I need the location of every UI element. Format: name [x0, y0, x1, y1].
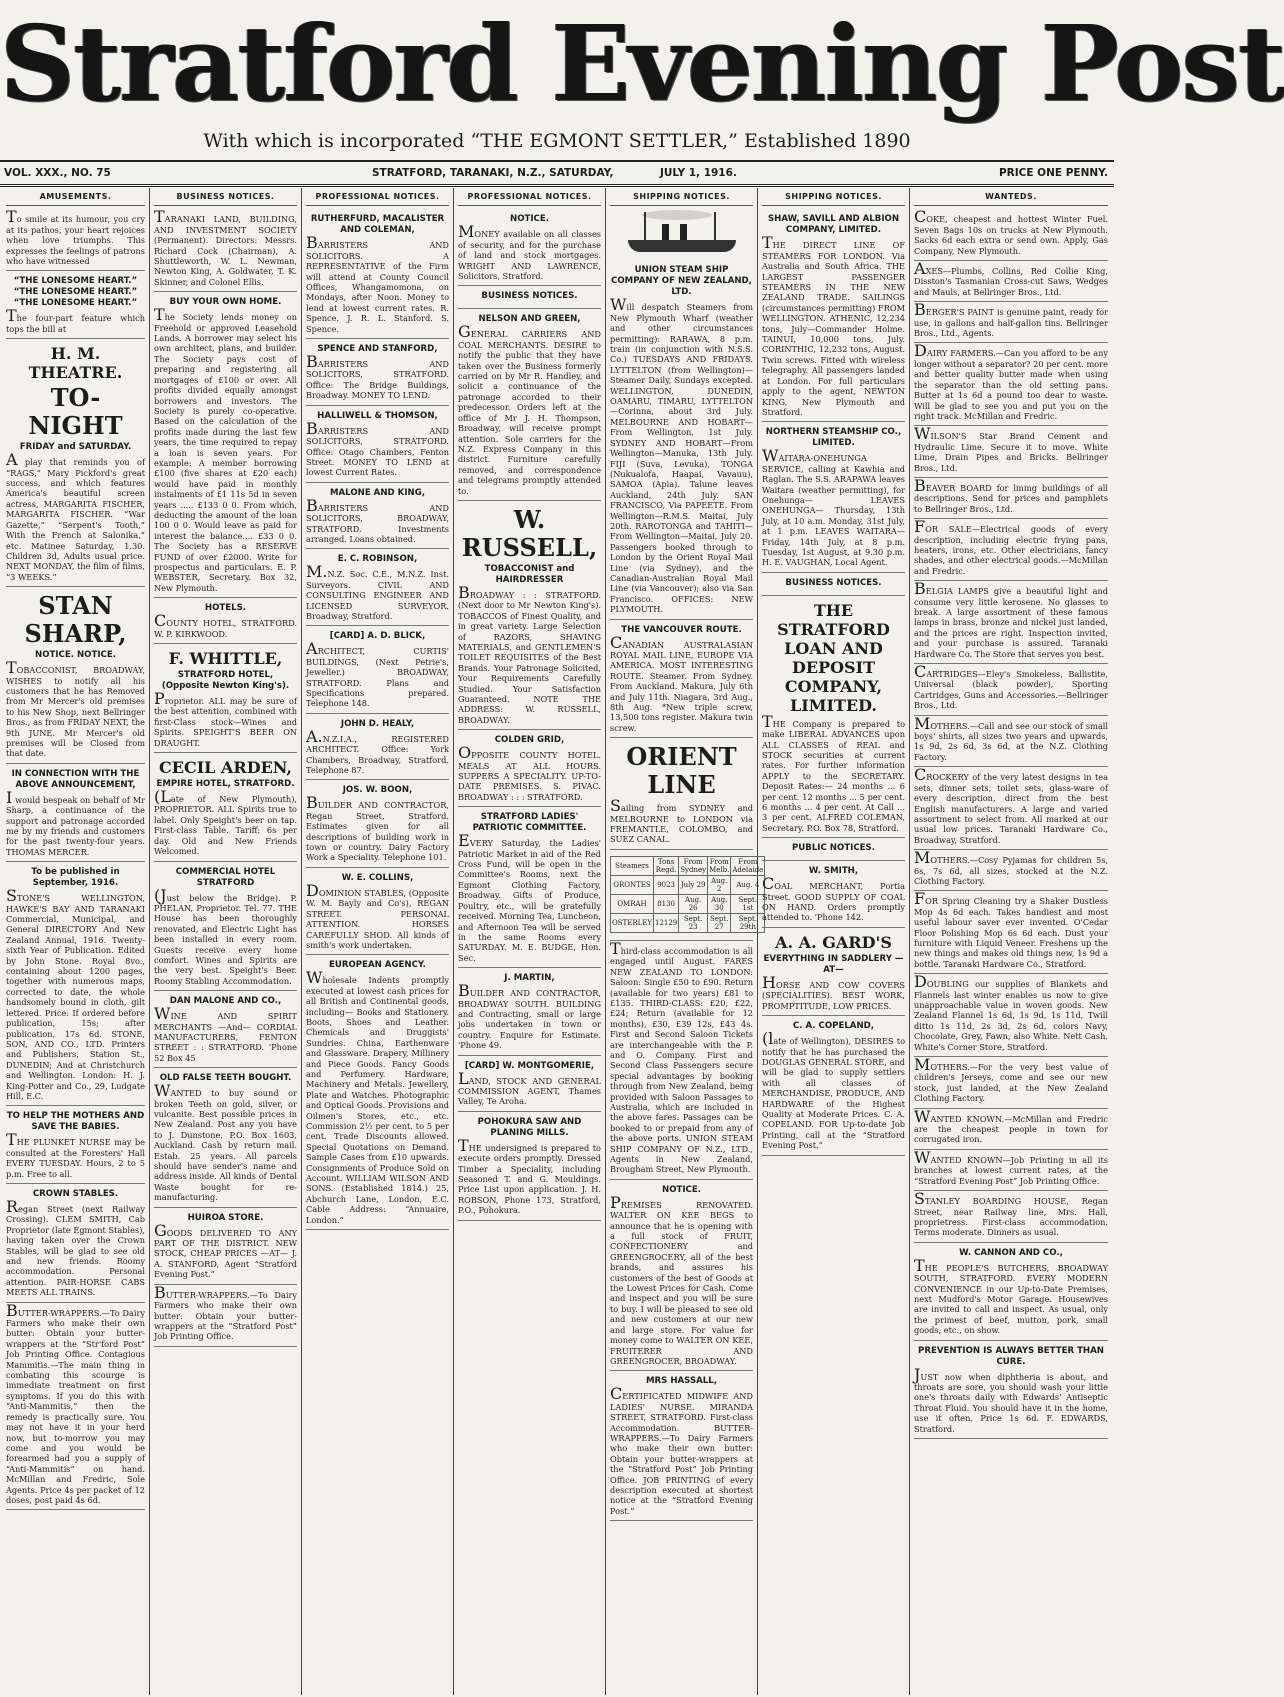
ad-display-heading: A. A. GARD'S [775, 932, 892, 952]
ad-heading: BUSINESS NOTICES. [785, 577, 882, 588]
sailing-timetable [610, 856, 765, 933]
advertisement [914, 1106, 1108, 1150]
ad-body-text: BUTTER-WRAPPERS.—To Dairy Farmers who make their own butter: Obtain your butter-wrappers at the “Str'ford Post” Job Printing Office. Contagious Mammitis.—The main thing in combating this scourge is immediate treatment on first symptoms. If you do this with “Anti-Mammitis,” then the remedy is practically sure. You may not have it in your herd now, but to-morrow you may come and you would be forearmed had you a supply of “Anti-Mammitis” on hand. McMillan and Fredric, Sole Agents. Price 4s per packet of 12 doses, post paid 4s 6d. [6, 1300, 145, 1505]
ad-body-text: WILSON'S Star Brand Cement and Hydraulic Lime. Secure it to move. White Lime, Drain Pipes and Bricks. Bellringer Bros., Ltd. [914, 424, 1108, 473]
ad-heading: SHAW, SAVILL AND ALBION COMPANY, LIMITED. [767, 214, 900, 236]
ad-body-text: BARRISTERS AND SOLICITORS. A REPRESENTATIVE of the Firm will attend at County Council Offices, Whangamomona, on Mondays, after Noon. Money to lend at lowest current rates. R. Spence. J. R. L. Stanford. S. Spence. [306, 233, 449, 334]
ad-body-text: The four-part feature which tops the bill at [6, 306, 145, 334]
advertisement [154, 292, 297, 598]
table-cell: 12129 [653, 913, 678, 932]
advertisement [306, 483, 449, 550]
advertisement [458, 1112, 601, 1221]
advertisement [914, 767, 1108, 850]
ad-body-text: MONEY available on all classes of security, and for the purchase of land and stock mortgages. WRIGHT AND LAWRENCE, Solicitors, Stratford. [458, 222, 601, 282]
ad-heading: JOS. W. BOON, [342, 785, 413, 796]
table-row [611, 894, 765, 913]
advertisement [306, 549, 449, 626]
advertisement [914, 426, 1108, 478]
advertisement [6, 1300, 145, 1511]
ad-body-text: LAND, STOCK AND GENERAL COMMISSION AGENT, Thames Valley, Te Aroha. [458, 1068, 601, 1107]
advertisement [914, 343, 1108, 426]
ad-body-text: (Just below the Bridge). P. PHELAN, Proprietor. Tel. 77. THE House has been thoroughly renovated, and Electric Light has been installed in every room. Guests receive every home comfort. Wines and Spirits are the very best. Speight's Beer. Roomy Stabling Accommodation. [154, 885, 297, 986]
column-heading: AMUSEMENTS. [6, 188, 145, 206]
table-cell: Aug. 4 [731, 875, 765, 894]
ad-body-text: BUILDER AND CONTRACTOR, Regan Street, Stratford. Estimates given for all descriptions of building work in town or country. Dairy Factory Work a Speciality. Telephone 101. [306, 793, 449, 863]
advertisement [762, 838, 905, 861]
ad-heading: STRATFORD HOTEL, (Opposite Newton King's). [161, 670, 290, 692]
advertisement [306, 714, 449, 781]
advertisement [610, 260, 753, 619]
advertisement [6, 1184, 145, 1303]
advertisement [458, 807, 601, 968]
table-cell: From Sydney [680, 857, 707, 874]
table-row [611, 856, 765, 875]
ad-heading: EMPIRE HOTEL, STRATFORD. [156, 779, 295, 790]
ad-heading: NOTICE. [510, 214, 549, 225]
advertisement [914, 713, 1108, 768]
masthead-subtitle: With which is incorporated “THE EGMONT SETTLER,” Established 1890 [203, 130, 911, 152]
ad-body-text: GOODS DELIVERED TO ANY PART OF THE DISTRICT. NEW STOCK, CHEAP PRICES —AT— J. A. STANFORD, Agent “Stratford Evening Post.” [154, 1220, 297, 1280]
ad-body-text: COUNTY HOTEL, STRATFORD. W. P. KIRKWOOD. [154, 611, 297, 639]
ad-heading: STRATFORD LADIES' PATRIOTIC COMMITTEE. [472, 812, 587, 834]
table-cell: Sept. 27 [708, 913, 731, 932]
advertisement [914, 1191, 1108, 1243]
price: PRICE ONE PENNY. [998, 167, 1108, 179]
table-cell: Aug. 30 [708, 894, 731, 913]
advertisement [6, 862, 145, 1106]
table-cell: Sept. 23 [679, 913, 708, 932]
ad-heading: [CARD] W. MONTGOMERIE, [464, 1060, 595, 1071]
column-2 [150, 188, 302, 1695]
ad-body-text: BERGER'S PAINT is genuine paint, ready for use, in gallons and half-gallon tins. Bellringer Bros., Ltd., Agents. [914, 300, 1108, 339]
ad-heading: COMMERCIAL HOTEL STRATFORD [175, 866, 276, 888]
advertisement [914, 209, 1108, 261]
table-cell: Aug. 26 [679, 894, 708, 913]
advertisement [458, 309, 601, 501]
ad-heading: BUY YOUR OWN HOME. [169, 297, 282, 308]
ad-heading: W. E. COLLINS, [341, 872, 414, 883]
advertisement [762, 596, 905, 838]
ad-heading: NOTICE. NOTICE. [35, 650, 116, 661]
advertisement [610, 1371, 753, 1521]
ad-display-heading: THE STRATFORD LOAN AND DEPOSIT COMPANY, LIMITED. [777, 600, 890, 715]
advertisement [458, 501, 601, 730]
ad-heading: TOBACCONIST and HAIRDRESSER [484, 563, 575, 585]
ad-body-text: STANLEY BOARDING HOUSE, Regan Street, near Railway line, Mrs. Hall, proprietress. First-class accommodation. Terms moderate. Dinners as usual. [914, 1189, 1108, 1238]
advertisement [6, 1106, 145, 1184]
ad-body-text: WANTED to buy sound or broken Teeth on gold, silver, or vulcanite. Best possible prices in New Zealand. Post any you have to J. Dunstone, P.O. Box 1603, Auckland. Cash by return mail. Estab. 25 years. All parcels should have sender's name and address inside. All kinds of Dental Waste bought for re-manufacturing. [154, 1081, 297, 1203]
ad-heading: HUIROA STORE. [187, 1212, 264, 1223]
ad-heading: HALLIWELL & THOMSON, [317, 410, 438, 421]
advertisement [610, 620, 753, 739]
advertisement [306, 868, 449, 955]
ad-heading: THE VANCOUVER ROUTE. [621, 624, 742, 635]
ad-body-text: BARRISTERS AND SOLICITORS, STRATFORD. Office: Otago Chambers, Fenton Street. MONEY TO LEND at lowest Current Rates. [306, 418, 449, 478]
advertisement [610, 738, 753, 850]
advertisement [762, 1016, 905, 1155]
ad-body-text: THE PEOPLE'S BUTCHERS, BROADWAY SOUTH, STRATFORD. EVERY MODERN CONVENIENCE in our Up-to-Date Premises, next Mudford's Motor Garage. Housewives are invited to call and inspect. As usual, only the primest of beef, mutton, pork, small goods, etc., on show. [914, 1255, 1108, 1336]
ad-body-text: MOTHERS.—For the very best value of children's Jerseys, come and see our new stock, just landed, at the New Zealand Clothing Factory. [914, 1055, 1108, 1104]
advertisement [914, 974, 1108, 1057]
table-row [611, 913, 765, 932]
ad-heading: IN CONNECTION WITH THE ABOVE ANNOUNCEMENT, [11, 768, 140, 790]
ad-body-text: BARRISTERS AND SOLICITORS, BROADWAY, STRATFORD. Investments arranged. Loans obtained. [306, 495, 449, 544]
ad-body-text: CERTIFICATED MIDWIFE AND LADIES' NURSE. MIRANDA STREET, STRATFORD. First-class Accommodation. BUTTER-WRAPPERS.—To Dairy Farmers who make their own butter: Obtain your butter-wrappers at the “Stratford Post” Job Printing Office. JOB PRINTING of every description executed at shortest notice at the “Stratford Evening Post.” [610, 1384, 753, 1516]
dateline-bar [0, 160, 1114, 187]
ad-body-text: STONE'S WELLINGTON, HAWKE'S BAY AND TARANAKI Commercial, Municipal, and General DIRECTORY And New Zealand Annual, 1916. Twenty-sixth Year of Publication. Edited by John Stone. Royal 8vo., containing about 1200 pages, together with numerous maps, corrected to date, the whole handsomely bound in cloth, gilt lettered. Price: If ordered before publication, 15s; after publication, 17s 6d. STONE, SON, AND CO., LTD. Printers and Publishers, Station St., DUNEDIN; And at Christchurch and Wellington. London: H. J. King-Potter and Co., 29, Ludgate Hill, E.C. [6, 886, 145, 1101]
ad-body-text: Sailing from SYDNEY and MELBOURNE to LONDON via FREMANTLE, COLOMBO, and SUEZ CANAL. [610, 796, 753, 845]
column-heading: WANTEDS. [914, 188, 1108, 206]
ad-body-text: MOTHERS.—Call and see our stock of small boys' shirts, all sizes two years and upwards, 1s 9d, 2s 6d, 3s 6d, at the N.Z. Clothing Factory. [914, 713, 1108, 762]
ad-heading: SPENCE AND STANFORD, [317, 344, 438, 355]
ad-heading: TO HELP THE MOTHERS AND SAVE THE BABIES. [6, 1111, 145, 1133]
ad-heading: C. A. COPELAND, [792, 1021, 875, 1032]
table-cell: July 29 [679, 875, 708, 894]
ad-body-text: (late of Wellington), DESIRES to notify that he has purchased the DOUGLAS GENERAL STORE, and will be glad to supply settlers with all classes of MERCHANDISE, PRODUCE, AND HARDWARE of the Highest Quality at Moderate Prices. C. A. COPELAND. FOR Up-to-date Job Printing, call at the “Stratford Evening Post.” [762, 1029, 905, 1151]
column-7 [910, 188, 1112, 1695]
volume-number: VOL. XXX., NO. 75 [4, 167, 111, 179]
ad-body-text: Regan Street (next Railway Crossing). CLEM SMITH, Cab Proprietor (late Egmont Stables), having taken over the Crown Stables, will be glad to see old and new friends. Roomy accommodation. Personal attention. PAIR-HORSE CABS MEETS ALL TRAINS. [6, 1196, 145, 1298]
column-6 [758, 188, 910, 1695]
table-row [611, 875, 765, 894]
ad-body-text: The Society lends money on Freehold or approved Leasehold Lands. A borrower may select his own architect, plans, and builder. The Society pays cost of preparing and registering all mortgages of £100 or over. All profits divided equally amongst borrowers and investors. The Society is purely co-operative. Based on the calculation of the profits made during the last few years, the time required to repay a loan is seven years. For example: A member borrowing £100 (five shares at £20 each) would have paid in monthly instalments of £1 11s 5d in seven years ..... £133 0 0. From which, deducting the amount of the loan 100 0 0. Would leave as paid for interest the balance.... £33 0 0. The Society has a RESERVE FUND of over £2000. Write for prospectus and particulars. E. P. WEBSTER, Secretary. Box 32, New Plymouth. [154, 305, 297, 593]
advertisement [154, 862, 297, 992]
ad-body-text: To smile at its humour, you cry at its pathos, your heart rejoices when love triumphs. This expresses the feelings of patrons who have witnessed [6, 207, 145, 267]
advertisement [762, 573, 905, 596]
ad-body-text: FOR SALE—Electrical goods of every description, including electric frying pans, heaters, irons, etc. Other electricians, fancy shades, and other electrical goods.—McMillan and Fredric. [914, 517, 1108, 576]
table-cell: Sept. 29th [731, 913, 765, 932]
advertisement [914, 1243, 1108, 1341]
advertisement [458, 968, 601, 1055]
ad-body-text: COAL MERCHANT, Portia Street. GOOD SUPPLY OF COAL ON HAND. Orders promptly attended to. 'Phone 142. [762, 874, 905, 923]
advertisement [154, 1068, 297, 1207]
ad-body-text: EVERY Saturday, the Ladies' Patriotic Market in aid of the Red Cross Fund, will be open in the Committee's Rooms, next the Egmont Clothing Factory, Broadway. Gifts of Produce, Poultry, etc., will be gratefully received. Morning Tea, Luncheon, and Afternoon Tea will be served in the same Rooms every SATURDAY. M. E. BUDGE, Hon. Sec. [458, 831, 601, 963]
ad-body-text: A play that reminds you of “RAGS,” Mary Pickford's great success, and which features America's beautiful screen actress, MARGARITA FISCHER, MARGARITA FISCHER. “War Gazette,” “Serpent's Tooth,” With the French at Salonika,” etc. Matinee Saturday, 1.30. Children 3d, Adults usual price. NEXT MONDAY, the film of films, “3 WEEKS.” [6, 450, 145, 582]
ad-body-text: THE DIRECT LINE OF STEAMERS FOR LONDON. Via Australia and South Africa. THE LARGEST PASSENGER STEAMERS IN THE NEW ZEALAND TRADE. SAILINGS (circumstances permitting) FROM WELLINGTON. ATHENIC, 12,234 tons, July—Commander Holme. TAINUI, 10,000 tons, July. CORINTHIC, 12,232 tons, August. Twin screws. Fitted with wireless telegraphy. All passengers landed at London. For full particulars apply to the agent, NEWTON KING, New Plymouth and Stratford. [762, 233, 905, 417]
ad-body-text: JUST now when diphtheria is about, and throats are sore, you should wash your little one's throats daily with Edwards' Antiseptic Throat Fluid. You should have it in the home, use it often. Price 1s 6d. F. EDWARDS, Stratford. [914, 1364, 1108, 1434]
column-heading: PROFESSIONAL NOTICES. [458, 188, 601, 206]
column-heading: BUSINESS NOTICES. [154, 188, 297, 206]
ad-body-text: BELGIA LAMPS give a beautiful light and consume very little kerosene. No glasses to break. A large assortment of these famous lamps in brass, bronze and nickel just landed, and the prices are right. Inspection invited, and your purchase is assured. Taranaki Hardware Co. The Store that serves you best. [914, 579, 1108, 659]
ad-heading: J. MARTIN, [504, 973, 555, 984]
ad-body-text: (Late of New Plymouth), PROPRIETOR. ALL Spirits true to label. Only Speight's beer on tap. First-class Table. Tariff: 6s per day. Old and New Friends Welcomed. [154, 787, 297, 857]
ad-display-heading: ORIENT LINE [626, 742, 737, 800]
advertisement [458, 286, 601, 309]
advertisement [154, 1282, 297, 1347]
ad-body-text: TARANAKI LAND, BUILDING, AND INVESTMENT SOCIETY (Permanent). Directors: Messrs. Richard Cock (Chairman), A. Shuttleworth, W. L. Newman, Newton King, A. Goldwater, T. K. Skinner, and Colonel Ellis. [154, 207, 297, 287]
ad-heading: MRS HASSALL, [645, 1376, 718, 1387]
ad-heading: FRIDAY and SATURDAY. [19, 442, 132, 453]
advertisement [6, 209, 145, 271]
advertisement [6, 339, 145, 587]
ad-body-text: I would bespeak on behalf of Mr Sharp, a continuance of the support and patronage accorded me by my friends and customers for the past twenty-four years. THOMAS MERCER. [6, 787, 145, 857]
ad-body-text: CROCKERY of the very latest designs in tea sets, dinner sets, toilet sets, glass-ware of every description, direct from the best English manufacturers. A large and varied assortment to select from. All marked at our usual low prices. Taranaki Hardware Co., Broadway, Stratford. [914, 765, 1108, 845]
ad-heading: “THE LONESOME HEART.” “THE LONESOME HEART.” “THE LONESOME HEART.” [13, 276, 138, 309]
column-heading: SHIPPING NOTICES. [762, 188, 905, 206]
steamship-illustration [622, 210, 742, 256]
ad-heading: HOTELS. [204, 603, 247, 614]
ad-body-text: PREMISES RENOVATED. WALTER ON KEE BEGS to announce that he is opening with a full stock of FRUIT, CONFECTIONERY and GREENGROCERY, all of the best brands, and assures his customers of the best of Goods at the Lowest Prices for Cash. Come and inspect and you will be sure to buy. I will be pleased to see old and new customers at our new and large store. For value for money come to WALTER ON KEE, FRUITERER AND GREENGROCER, BROADWAY. [610, 1192, 753, 1366]
advertisement [154, 991, 297, 1068]
table-cell: From Adelaide [732, 857, 764, 874]
ad-body-text: M.N.Z. Soc. C.E., M.N.Z. Inst. Surveyors. CIVIL AND CONSULTING ENGINEER AND LICENSED SURVEYOR. Broadway, Stratford. [306, 562, 449, 621]
ad-display-heading: TO-NIGHT [28, 383, 123, 441]
ad-heading: MALONE AND KING, [329, 487, 426, 498]
table-cell: Aug. 2 [708, 875, 731, 894]
ad-heading: POHOKURA SAW AND PLANING MILLS. [477, 1116, 582, 1138]
place-line: STRATFORD, TARANAKI, N.Z., SATURDAY, [372, 167, 614, 179]
ad-heading: NELSON AND GREEN, [478, 314, 581, 325]
ad-heading: PUBLIC NOTICES. [792, 843, 875, 854]
advertisement [762, 928, 905, 1016]
advertisement [6, 764, 145, 862]
ad-display-heading: CECIL ARDEN, [159, 758, 292, 778]
advertisement [306, 626, 449, 713]
ad-body-text: BARRISTERS AND SOLICITORS, STRATFORD. Office: The Bridge Buildings, Broadway. MONEY TO LEND. [306, 352, 449, 401]
advertisement [6, 271, 145, 339]
advertisement [762, 861, 905, 928]
ad-heading: To be published in September, 1916. [31, 867, 120, 889]
ad-body-text: COKE, cheapest and hottest Winter Fuel. Seven Bags 10s on trucks at New Plymouth. Sacks 6d each extra or send own. Apply, Gas Company, New Plymouth. [914, 207, 1108, 256]
advertisement [154, 753, 297, 861]
ad-body-text: WINE AND SPIRIT MERCHANTS —And— CORDIAL MANUFACTURERS, FENTON STREET : : STRATFORD. 'Phone 52 Box 45 [154, 1004, 297, 1063]
advertisement [458, 209, 601, 286]
ad-body-text: FOR Spring Cleaning try a Shaker Dustless Mop 4s 6d each. Takes handiest and most useful labour saver ever invented. O'Cedar Floor Polishing Mop 6s 6d each. Dust your furniture with Liquid Veneer. Freshens up the new things and makes old things new, 1s 9d a bottle. Taranaki Hardware Co., Stratford. [914, 889, 1108, 969]
ad-display-heading: W. RUSSELL, [461, 504, 598, 562]
advertisement [154, 598, 297, 644]
advertisement [154, 1208, 297, 1285]
advertisement [914, 850, 1108, 891]
advertisement [914, 1057, 1108, 1109]
ad-heading: DAN MALONE AND CO., [169, 996, 282, 1007]
ad-heading: W. CANNON AND CO., [959, 1247, 1063, 1258]
ad-heading: OLD FALSE TEETH BOUGHT. [159, 1073, 292, 1084]
ad-heading: NOTICE. [662, 1184, 701, 1195]
advertisement [914, 475, 1108, 519]
masthead [0, 0, 1284, 168]
advertisement [306, 780, 449, 867]
ad-heading: NORTHERN STEAMSHIP CO., LIMITED. [765, 427, 902, 449]
advertisement [458, 730, 601, 807]
advertisement [610, 938, 753, 1180]
advertisement [762, 209, 905, 422]
column-1 [2, 188, 150, 1695]
advertisement [306, 339, 449, 406]
ad-heading: PREVENTION IS ALWAYS BETTER THAN CURE. [918, 1345, 1104, 1367]
ad-body-text: Third-class accommodation is all engaged until August. FARES NEW ZEALAND TO LONDON: Saloon: Single £50 to £90. Return (available for two years) £81 to £135. THIRD-CLASS: £20, £22, £24; Return (available for 12 months), £30, £39 12s, £43 4s. First and Second Saloon Tickets are interchangeable with the P. and O. Company. First and Second Class Passengers secure special advantages by booking through from New Zealand, being provided with Saloon Passages to Australia, which are included in the above fares. Passages can be booked to or prepaid from any of the above ports. UNION STEAM SHIP COMPANY OF N.Z., LTD., Agents in New Zealand, Brougham Street, New Plymouth. [610, 938, 753, 1175]
ad-display-heading: H. M. THEATRE. [28, 344, 123, 383]
table-cell: 9023 [653, 875, 678, 894]
column-4 [454, 188, 606, 1695]
advertisement [458, 1056, 601, 1112]
column-heading: PROFESSIONAL NOTICES. [306, 188, 449, 206]
advertisement [914, 664, 1108, 716]
column-5 [606, 188, 764, 1695]
ad-heading: JOHN D. HEALY, [340, 718, 415, 729]
ad-body-text: THE Company is prepared to make LIBERAL ADVANCES upon ALL CLASSES of REAL and STOCK securities at current rates. For further information APPLY to the SECRETARY. Deposit Rates:— 24 months ... 6 per cent. 12 months ... 5 per cent. 6 months ... 4 per cent. At Call ... 3 per cent. ALFRED COLEMAN, Secretary. P.O. Box 78, Stratford. [762, 711, 905, 833]
advertisement [914, 302, 1108, 343]
column-heading: SHIPPING NOTICES. [610, 188, 753, 206]
ad-body-text: DAIRY FARMERS.—Can you afford to be any longer without a separator? 20 per cent. more and better quality butter made when using the separator than the old setting pans. Butter at 1s 6d a pound too dear to waste. Will be glad to see you and put you on the right track. McMillan and Fredric. [914, 341, 1108, 421]
advertisement [762, 422, 905, 572]
ad-body-text: CANADIAN AUSTRALASIAN ROYAL MAIL LINE, EUROPE VIA AMERICA. MOST INTERESTING ROUTE. Steamer. From Sydney. From Auckland. Makura, July 6th and July 11th. Niagara, 3rd Aug., 8th Aug. *New triple screw, 13,500 tons register. Makura twin screw. [610, 632, 753, 733]
ad-display-heading: F. WHITTLE, [168, 649, 283, 669]
advertisement [306, 209, 449, 339]
ad-body-text: Proprietor. ALL may be sure of the best attention, combined with first-Class stock—Wines and Spirits. SPEIGHT'S BEER ON DRAUGHT. [154, 689, 297, 748]
ad-body-text: WAITARA-ONEHUNGA SERVICE, calling at Kawhia and Raglan. The S.S. ARAPAWA leaves Waitara (weather permitting), for Onehunga— LEAVES ONEHUNGA— Thursday, 13th July, at 10 a.m. Monday, 31st July, at 1 p.m. LEAVES WAITARA— Friday, 14th July, at 8 p.m. Tuesday, 1st August, at 9.30 p.m. H. E. VAUGHAN, Local Agent. [762, 446, 905, 568]
ad-body-text: MOTHERS.—Cosy Pyjamas for children 5s, 6s, 7s 6d, all sizes, stocked at the N.Z. Clothing Factory. [914, 848, 1108, 886]
ad-heading: EVERYTHING IN SADDLERY —AT— [763, 953, 904, 975]
ad-heading: E. C. ROBINSON, [337, 554, 418, 565]
ad-body-text: AXES—Plumbs, Collins, Red Collie King, Disston's Tasmanian Cross-cut Saws, Wedges and Mauls, at Bellringer Bros., Ltd. [914, 259, 1108, 297]
advertisement [154, 644, 297, 753]
advertisement [914, 519, 1108, 581]
table-cell: OSTERLEY [611, 913, 654, 932]
advertisement [6, 587, 145, 764]
ad-body-text: DOMINION STABLES, (Opposite W. M. Bayly and Co's), REGAN STREET. PERSONAL ATTENTION. HORSES CAREFULLY SHOD. All kinds of smith's work undertaken. [306, 880, 449, 950]
advertisement [914, 1147, 1108, 1191]
table-cell: Sept. 1st [731, 894, 765, 913]
page-columns [2, 188, 1112, 1695]
ad-body-text: BEAVER BOARD for lining buildings of all descriptions. Send for prices and pamphlets to Bellringer Bros., Ltd. [914, 475, 1108, 514]
advertisement [306, 406, 449, 483]
ad-body-text: OPPOSITE COUNTY HOTEL. MEALS AT ALL HOURS. SUPPERS A SPECIALITY. UP-TO-DATE PREMISES. S. PIVAC. BROADWAY : : : STRATFORD. [458, 743, 601, 802]
ad-body-text: HORSE AND COW COVERS (SPECIALITIES). BEST WORK, PROMPTITUDE, LOW PRICES. [762, 972, 905, 1011]
table-cell: OMRAH [611, 894, 654, 913]
ad-body-text: GENERAL CARRIERS AND COAL MERCHANTS. DESIRE to notify the public that they have taken over the Business formerly carried on by Mr R. Handley, and solicit a continuance of the patronage accorded to their predecessor. Orders left at the office of Mr J. H. Thompson, Broadway, will receive prompt attention. Sole carriers for the N.Z. Express Company in this district. Furniture carefully removed, and correspondence and telegrams promptly attended to. [458, 322, 601, 496]
issue-date: JULY 1, 1916. [660, 167, 737, 179]
ad-body-text: ARCHITECT, CURTIS' BUILDINGS, (Next Petrie's, Jeweller.) BROADWAY, STRATFORD. Plans and Specifications prepared. Telephone 148. [306, 639, 449, 709]
ad-body-text: Wholesale Indents promptly executed at lowest cash prices for all British and Continental goods, including— Books and Stationery. Boots, Shoes and Leather. Chemicals and Druggists' Sundries. China, Earthenware and Glassware. Drapery, Millinery and Piece Goods. Fancy Goods and Perfumery. Hardware, Machinery and Metals. Jewellery, Plate and Watches. Photographic and Optical Goods. Provisions and Oilmen's Stores, etc., etc. Commission 2½ per cent. to 5 per cent. Trade Discounts allowed. Special Quotations on Demand. Sample Cases from £10 upwards. Consignments of Produce Sold on Account. WILLIAM WILSON AND SONS. (Established 1814.) 25, Abchurch Lane, London, E.C. Cable Address: “Annuaire, London.” [306, 968, 449, 1225]
advertisement [610, 850, 764, 941]
ad-body-text: WANTED KNOWN.—McMillan and Fredric are the cheapest people in town for corrugated iron. [914, 1106, 1108, 1145]
ad-heading: [CARD] A. D. BLICK, [329, 631, 426, 642]
ad-heading: EUROPEAN AGENCY. [329, 960, 426, 971]
ad-body-text: CARTRIDGES—Eley's Smokeless, Ballistite, Universal (black powder), Sporting Cartridges, Guns and Accessories.—Bellringer Bros., Ltd. [914, 662, 1108, 711]
ad-heading: RUTHERFURD, MACALISTER AND COLEMAN, [310, 214, 445, 236]
advertisement [914, 261, 1108, 302]
advertisement [914, 891, 1108, 974]
advertisement [610, 1180, 753, 1372]
ad-body-text: WANTED KNOWN—Job Printing in all its branches at lowest current rates, at the “Stratford Evening Post” Job Printing Office. [914, 1147, 1108, 1186]
table-cell: Steamers [611, 856, 654, 875]
ad-body-text: BUILDER AND CONTRACTOR, BROADWAY SOUTH. BUILDING and Contracting, small or large jobs undertaken in town or country. Enquire for Estimate. 'Phone 49. [458, 981, 601, 1051]
table-cell: Tons Regd. [653, 856, 678, 875]
ad-heading: UNION STEAM SHIP COMPANY OF NEW ZEALAND, LTD. [611, 265, 752, 298]
ad-body-text: DOUBLING our supplies of Blankets and Flannels last winter enables us now to give unapproachable value in woven goods. New Zealand Flannel 1s 6d, 1s 9d, 1s 11d, Twill ditto 1s 11d, 2s 3d, 2s 6d, colors Navy, Chocolate, Grey, Fawn, also White. Nett Cash. White's Corner Store, Stratford. [914, 972, 1108, 1052]
ad-body-text: THE undersigned is prepared to execute orders promptly. Dressed Timber a Speciality, including Seasoned T. and G. Mouldings. Price List upon application. J. H. ROBSON, Phone 173, Stratford, P.O., Pohokura. [458, 1135, 601, 1216]
table-cell: ORONTES [611, 875, 654, 894]
ad-body-text: BROADWAY : : STRATFORD. (Next door to Mr Newton King's). TOBACCOS of Finest Quality, and in great variety. Large Selection of RAZORS, SHAVING MATERIALS, and GENTLEMEN'S TOILET REQUISITES of the Best Brands. Your Patronage Solicited, Your Requirements Carefully Studied. Your Satisfaction Guaranteed. NOTE THE ADDRESS: W. RUSSELL, BROADWAY. [458, 582, 601, 725]
table-cell: 8130 [653, 894, 678, 913]
advertisement [914, 1341, 1108, 1439]
table-cell: From Melb. [709, 857, 730, 874]
column-3 [302, 188, 454, 1695]
ad-heading: COLDEN GRID, [494, 735, 565, 746]
ad-body-text: A.N.Z.I.A., REGISTERED ARCHITECT. Office: York Chambers, Broadway, Stratford. Telephone 87. [306, 726, 449, 776]
newspaper-title: Stratford Evening Post [0, 2, 1284, 125]
ad-heading: CROWN STABLES. [32, 1188, 119, 1199]
advertisement [306, 955, 449, 1230]
ad-heading: W. SMITH, [808, 866, 859, 877]
ad-body-text: Will despatch Steamers from New Plymouth Wharf (weather and other circumstances permitting): RARAWA, 8 p.m. train (in conjunction with N.S.S. Co.) TUESDAYS AND FRIDAYS. LYTTELTON (from Wellington)—Steamer Daily, Sundays excepted. WELLINGTON, DUNEDIN, OAMARU, TIMARU, LYTTELTON—Corinna, about 3rd July. MELBOURNE AND HOBART—From Wellington, 1st July. SYDNEY AND HOBART—From Wellington—Manuka, 13th July. FIJI (Suva, Levuka), TONGA (Nukualofa, Haapai, Vavauu), SAMOA (Apia). Talune leaves Auckland, 24th July. SAN FRANCISCO, Via PAPEETE. From Wellington—R.M.S. Maitai, July 20th. RAROTONGA and TAHITI—From Wellington—Maitai, July 20. Passengers booked through to London by the Orient Royal Mail Line (via Sydney), and the Canadian-Australian Royal Mail Line (via Vancouver); also via San Francisco. OFFICES: NEW PLYMOUTH. [610, 295, 753, 615]
advertisement [154, 209, 297, 292]
advertisement [914, 581, 1108, 664]
ad-heading: BUSINESS NOTICES. [481, 291, 578, 302]
ad-body-text: TOBACCONIST, BROADWAY, WISHES to notify all his customers that he has Removed from Mr Mercer's old premises to his New Shop, next Bellringer Bros., as from FRIDAY NEXT, the 9th JUNE. Mr Mercer's old premises will be Closed from that date. [6, 658, 145, 759]
ad-display-heading: STAN SHARP, [24, 591, 127, 649]
ad-body-text: BUTTER-WRAPPERS.—To Dairy Farmers who make their own butter: Obtain your butter-wrappers at the “Stratford Post” Job Printing Office. [154, 1282, 297, 1342]
ad-body-text: THE PLUNKET NURSE may be consulted at the Foresters' Hall EVERY TUESDAY. Hours, 2 to 5 p.m. Free to all. [6, 1130, 145, 1179]
